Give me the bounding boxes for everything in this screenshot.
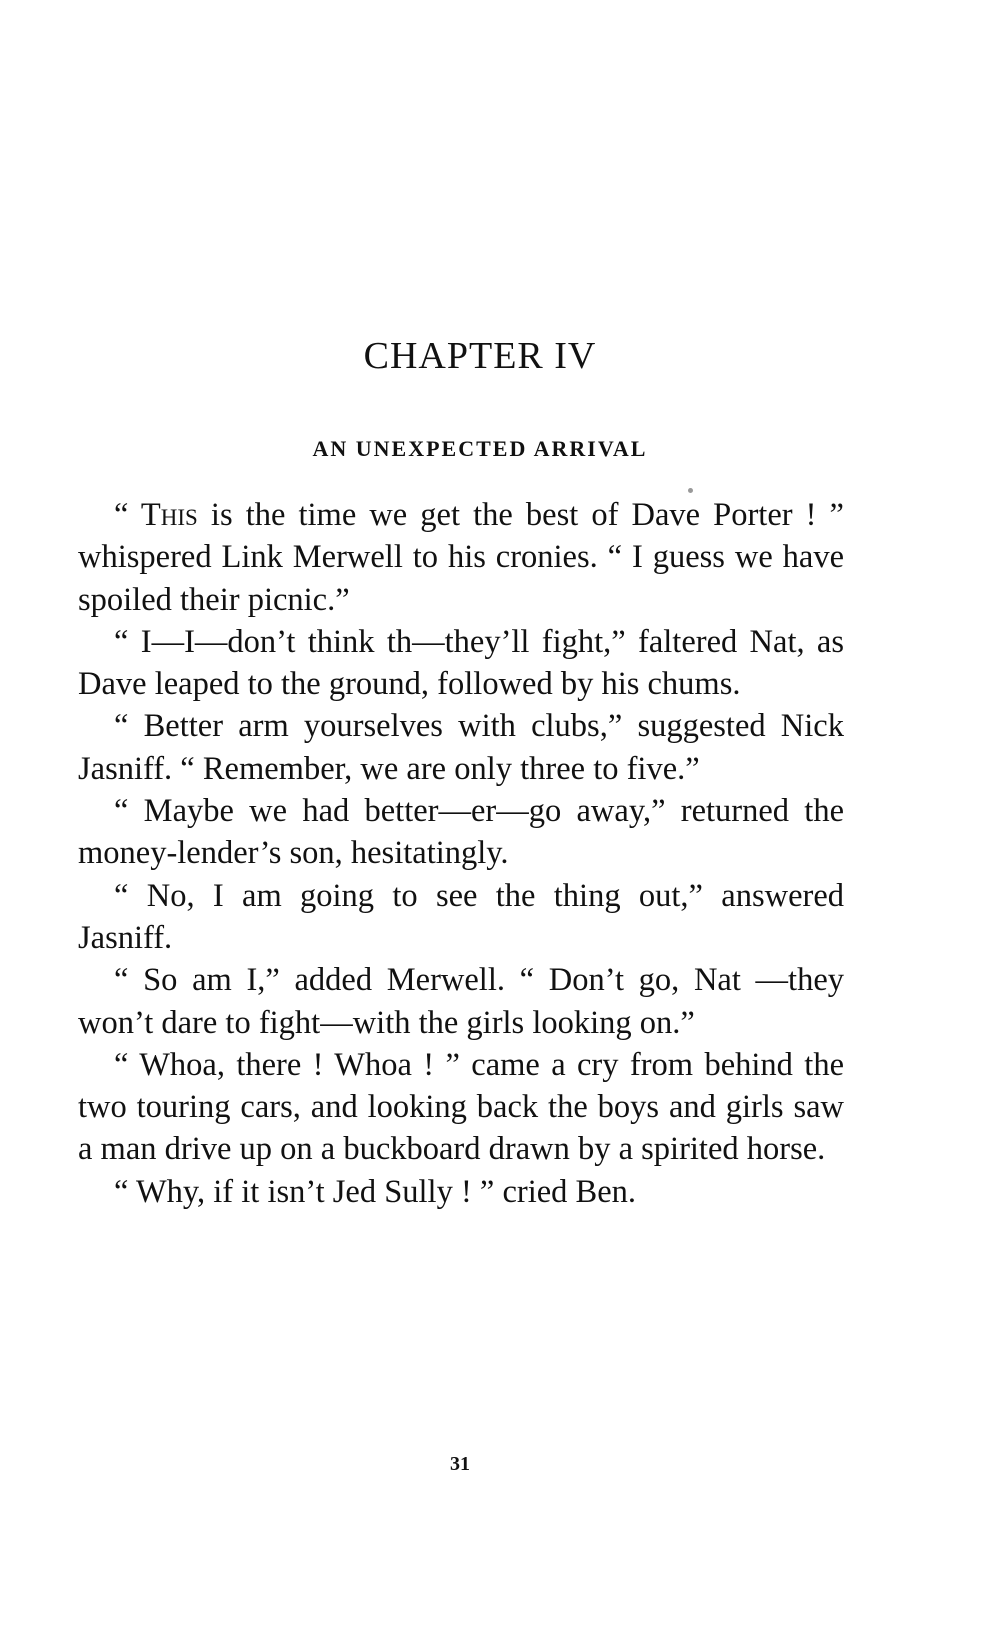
paragraph-6: “ So am I,” added Merwell. “ Don’t go, Nat —they won’t dare to fight—with the girls looking on.” (78, 962, 844, 1041)
paragraph-1 (78, 494, 844, 621)
paragraph-7: “ Whoa, there ! Whoa ! ” came a cry from behind the two touring cars, and looking back the boys and girls saw a man drive up on a buckboard drawn by a spirited horse. (78, 1046, 844, 1168)
chapter-subtitle: AN UNEXPECTED ARRIVAL (312, 436, 648, 461)
page-number: 31 (450, 1453, 470, 1475)
print-speck (688, 488, 693, 493)
paragraph-2: “ I—I—don’t think th—they’ll fight,” faltered Nat, as Dave leaped to the ground, followed by his chums. (78, 623, 844, 703)
paragraph-3: “ Better arm yourselves with clubs,” suggested Nick Jasniff. “ Remember, we are only three to five.” (78, 708, 844, 787)
paragraph-lead: “ This (114, 497, 198, 533)
body-text (78, 494, 844, 1213)
paragraph-8: “ Why, if it isn’t Jed Sully ! ” cried Ben. (114, 1173, 637, 1210)
paragraph-5: “ No, I am going to see the thing out,” answered Jasniff. (78, 877, 844, 956)
chapter-title: CHAPTER IV (363, 335, 597, 377)
paragraph-text: is the time we get the best of Dave Porter ! ” whispered Link Merwell to his cronies. “ I guess we have spoiled their picnic.” (78, 497, 844, 618)
paragraph-4: “ Maybe we had better—er—go away,” returned the money-lender’s son, hesitatingly. (78, 793, 844, 872)
